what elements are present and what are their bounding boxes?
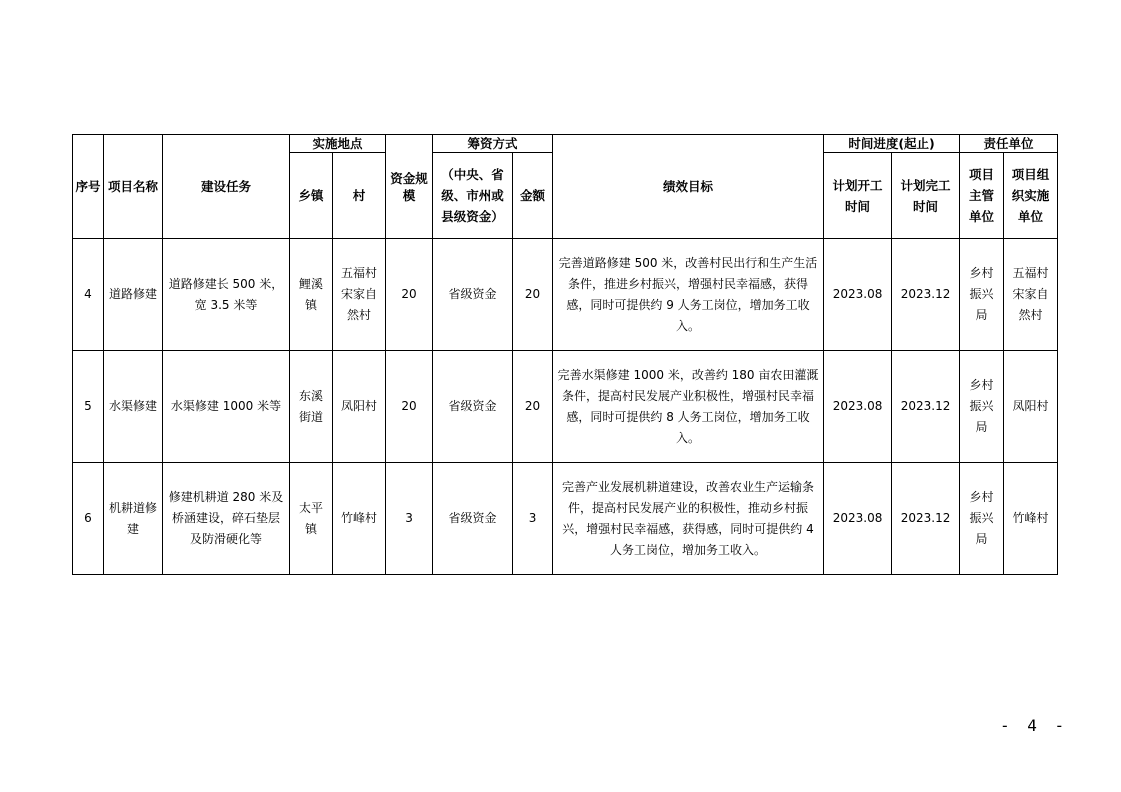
cell-seq: 5 [73, 351, 104, 463]
cell-seq: 6 [73, 463, 104, 575]
cell-town: 太平镇 [290, 463, 333, 575]
cell-start: 2023.08 [824, 351, 892, 463]
cell-dept: 乡村振兴局 [960, 239, 1004, 351]
cell-source: 省级资金 [433, 239, 513, 351]
cell-task: 水渠修建 1000 米等 [163, 351, 290, 463]
table-row [73, 351, 1058, 463]
header-goal: 绩效目标 [553, 135, 824, 239]
header-seq: 序号 [73, 135, 104, 239]
header-town: 乡镇 [290, 153, 333, 239]
cell-town: 东溪街道 [290, 351, 333, 463]
cell-village: 五福村宋家自然村 [333, 239, 386, 351]
cell-village: 竹峰村 [333, 463, 386, 575]
header-location: 实施地点 [290, 135, 386, 153]
cell-name: 机耕道修建 [104, 463, 163, 575]
page-number: - 4 - [1000, 716, 1069, 735]
cell-dept: 乡村振兴局 [960, 351, 1004, 463]
cell-impl: 五福村宋家自然村 [1004, 239, 1058, 351]
header-source: （中央、省级、市州或县级资金） [433, 153, 513, 239]
header-funding: 筹资方式 [433, 135, 553, 153]
header-name: 项目名称 [104, 135, 163, 239]
cell-end: 2023.12 [892, 463, 960, 575]
cell-goal: 完善产业发展机耕道建设，改善农业生产运输条件，提高村民发展产业的积极性，推动乡村振兴，增强村民幸福感，获得感，同时可提供约 4 人务工岗位，增加务工收入。 [553, 463, 824, 575]
cell-goal: 完善水渠修建 1000 米，改善约 180 亩农田灌溉条件，提高村民发展产业积极性，增强村民幸福感，同时可提供约 8 人务工岗位，增加务工收入。 [553, 351, 824, 463]
header-amount: 金额 [513, 153, 553, 239]
header-end: 计划完工时间 [892, 153, 960, 239]
cell-end: 2023.12 [892, 351, 960, 463]
cell-amount: 20 [513, 239, 553, 351]
cell-scale: 20 [386, 239, 433, 351]
cell-start: 2023.08 [824, 463, 892, 575]
cell-scale: 20 [386, 351, 433, 463]
project-table [72, 134, 1058, 575]
table-row [73, 463, 1058, 575]
cell-name: 道路修建 [104, 239, 163, 351]
cell-name: 水渠修建 [104, 351, 163, 463]
table-row [73, 239, 1058, 351]
cell-village: 凤阳村 [333, 351, 386, 463]
cell-task: 修建机耕道 280 米及桥涵建设，碎石垫层及防滑硬化等 [163, 463, 290, 575]
cell-dept: 乡村振兴局 [960, 463, 1004, 575]
cell-goal: 完善道路修建 500 米，改善村民出行和生产生活条件，推进乡村振兴，增强村民幸福感，获得感，同时可提供约 9 人务工岗位，增加务工收入。 [553, 239, 824, 351]
cell-start: 2023.08 [824, 239, 892, 351]
cell-impl: 竹峰村 [1004, 463, 1058, 575]
cell-source: 省级资金 [433, 351, 513, 463]
header-scale: 资金规模 [386, 135, 433, 239]
header-schedule: 时间进度(起止) [824, 135, 960, 153]
header-task: 建设任务 [163, 135, 290, 239]
cell-end: 2023.12 [892, 239, 960, 351]
cell-amount: 3 [513, 463, 553, 575]
cell-source: 省级资金 [433, 463, 513, 575]
cell-amount: 20 [513, 351, 553, 463]
cell-task: 道路修建长 500 米，宽 3.5 米等 [163, 239, 290, 351]
header-resp: 责任单位 [960, 135, 1058, 153]
cell-impl: 凤阳村 [1004, 351, 1058, 463]
cell-town: 鲤溪镇 [290, 239, 333, 351]
header-dept: 项目主管单位 [960, 153, 1004, 239]
header-village: 村 [333, 153, 386, 239]
header-start: 计划开工时间 [824, 153, 892, 239]
cell-seq: 4 [73, 239, 104, 351]
header-impl: 项目组织实施单位 [1004, 153, 1058, 239]
cell-scale: 3 [386, 463, 433, 575]
